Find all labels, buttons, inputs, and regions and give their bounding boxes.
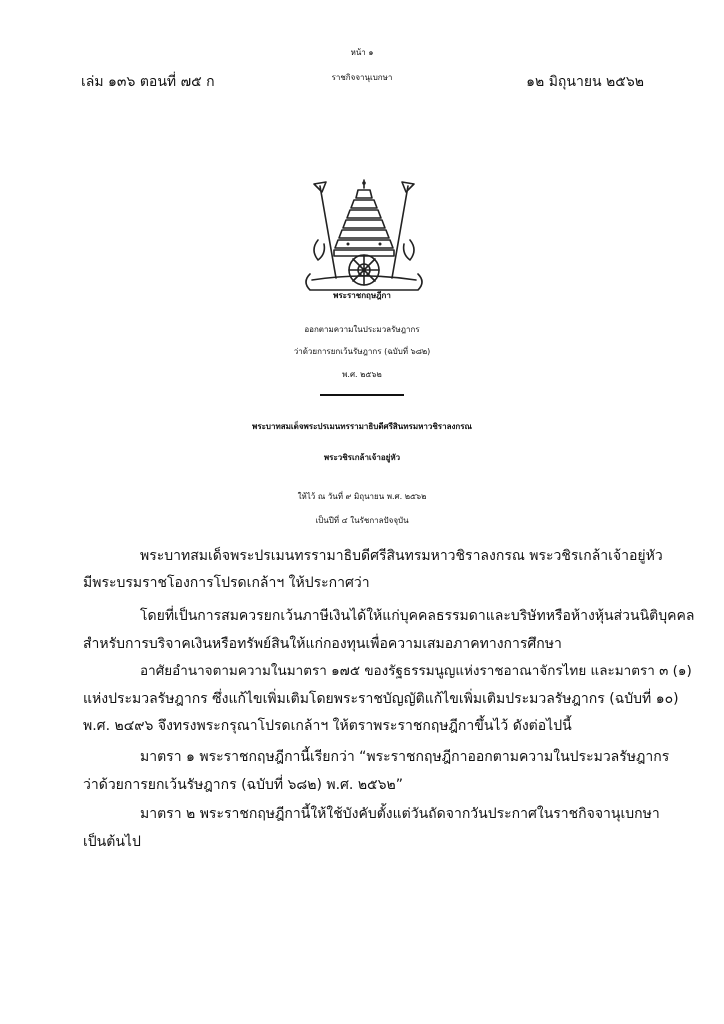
title-divider (320, 394, 404, 396)
authority-line-2: แห่งประมวลรัษฎากร ซึ่งแก้ไขเพิ่มเติมโดยพระราชบัญญัติแก้ไขเพิ่มเติมประมวลรัษฎากร (ฉบับที่ ๑๐) (83, 691, 679, 707)
king-name-line-2: พระวชิรเกล้าเจ้าอยู่หัว (323, 453, 401, 462)
section-2-line-2: เป็นต้นไป (83, 834, 141, 850)
page-number: หน้า ๑ (350, 48, 374, 57)
decree-subtitle-line-2: ว่าด้วยการยกเว้นรัษฎากร (ฉบับที่ ๖๘๒) (293, 347, 431, 356)
section-1-line-2: ว่าด้วยการยกเว้นรัษฎากร (ฉบับที่ ๖๘๒) พ.ศ. ๒๕๖๒” (83, 777, 404, 793)
reign-year: เป็นปีที่ ๔ ในรัชกาลปัจจุบัน (315, 516, 409, 525)
authority-line-1: อาศัยอำนาจตามความในมาตรา ๑๗๕ ของรัฐธรรมนูญแห่งราชอาณาจักรไทย และมาตรา ๓ (๑) (140, 663, 692, 679)
section-1-line-1: มาตรา ๑ พระราชกฤษฎีกานี้เรียกว่า “พระราชกฤษฎีกาออกตามความในประมวลรัษฎากร (140, 749, 670, 765)
given-date: ให้ไว้ ณ วันที่ ๙ มิถุนายน พ.ศ. ๒๕๖๒ (297, 492, 427, 501)
royal-emblem-icon (290, 178, 438, 300)
gazette-volume: เล่ม ๑๓๖ ตอนที่ ๗๕ ก (81, 74, 215, 90)
rationale-line-2: สำหรับการบริจาคเงินหรือทรัพย์สินให้แก่กองทุนเพื่อความเสมอภาคทางการศึกษา (83, 636, 562, 652)
rationale-line-1: โดยที่เป็นการสมควรยกเว้นภาษีเงินได้ให้แก่บุคคลธรรมดาและบริษัทหรือห้างหุ้นส่วนนิติบุคคล (140, 608, 695, 624)
gazette-name: ราชกิจจานุเบกษา (331, 73, 393, 82)
decree-title: พระราชกฤษฎีกา (333, 291, 391, 300)
king-name-line-1: พระบาทสมเด็จพระปรเมนทรรามาธิบดีศรีสินทรมหาวชิราลงกรณ (252, 422, 472, 431)
preamble-line-1: พระบาทสมเด็จพระปรเมนทรรามาธิบดีศรีสินทรมหาวชิราลงกรณ พระวชิรเกล้าเจ้าอยู่หัว (140, 548, 663, 564)
section-2-line-1: มาตรา ๒ พระราชกฤษฎีกานี้ให้ใช้บังคับตั้งแต่วันถัดจากวันประกาศในราชกิจจานุเบกษา (140, 806, 660, 822)
gazette-date: ๑๒ มิถุนายน ๒๕๖๒ (526, 74, 644, 90)
decree-year: พ.ศ. ๒๕๖๒ (342, 370, 382, 379)
preamble-line-2: มีพระบรมราชโองการโปรดเกล้าฯ ให้ประกาศว่า (83, 575, 370, 591)
decree-subtitle-line-1: ออกตามความในประมวลรัษฎากร (304, 325, 420, 334)
authority-line-3: พ.ศ. ๒๔๙๖ จึงทรงพระกรุณาโปรดเกล้าฯ ให้ตราพระราชกฤษฎีกาขึ้นไว้ ดังต่อไปนี้ (83, 718, 572, 734)
